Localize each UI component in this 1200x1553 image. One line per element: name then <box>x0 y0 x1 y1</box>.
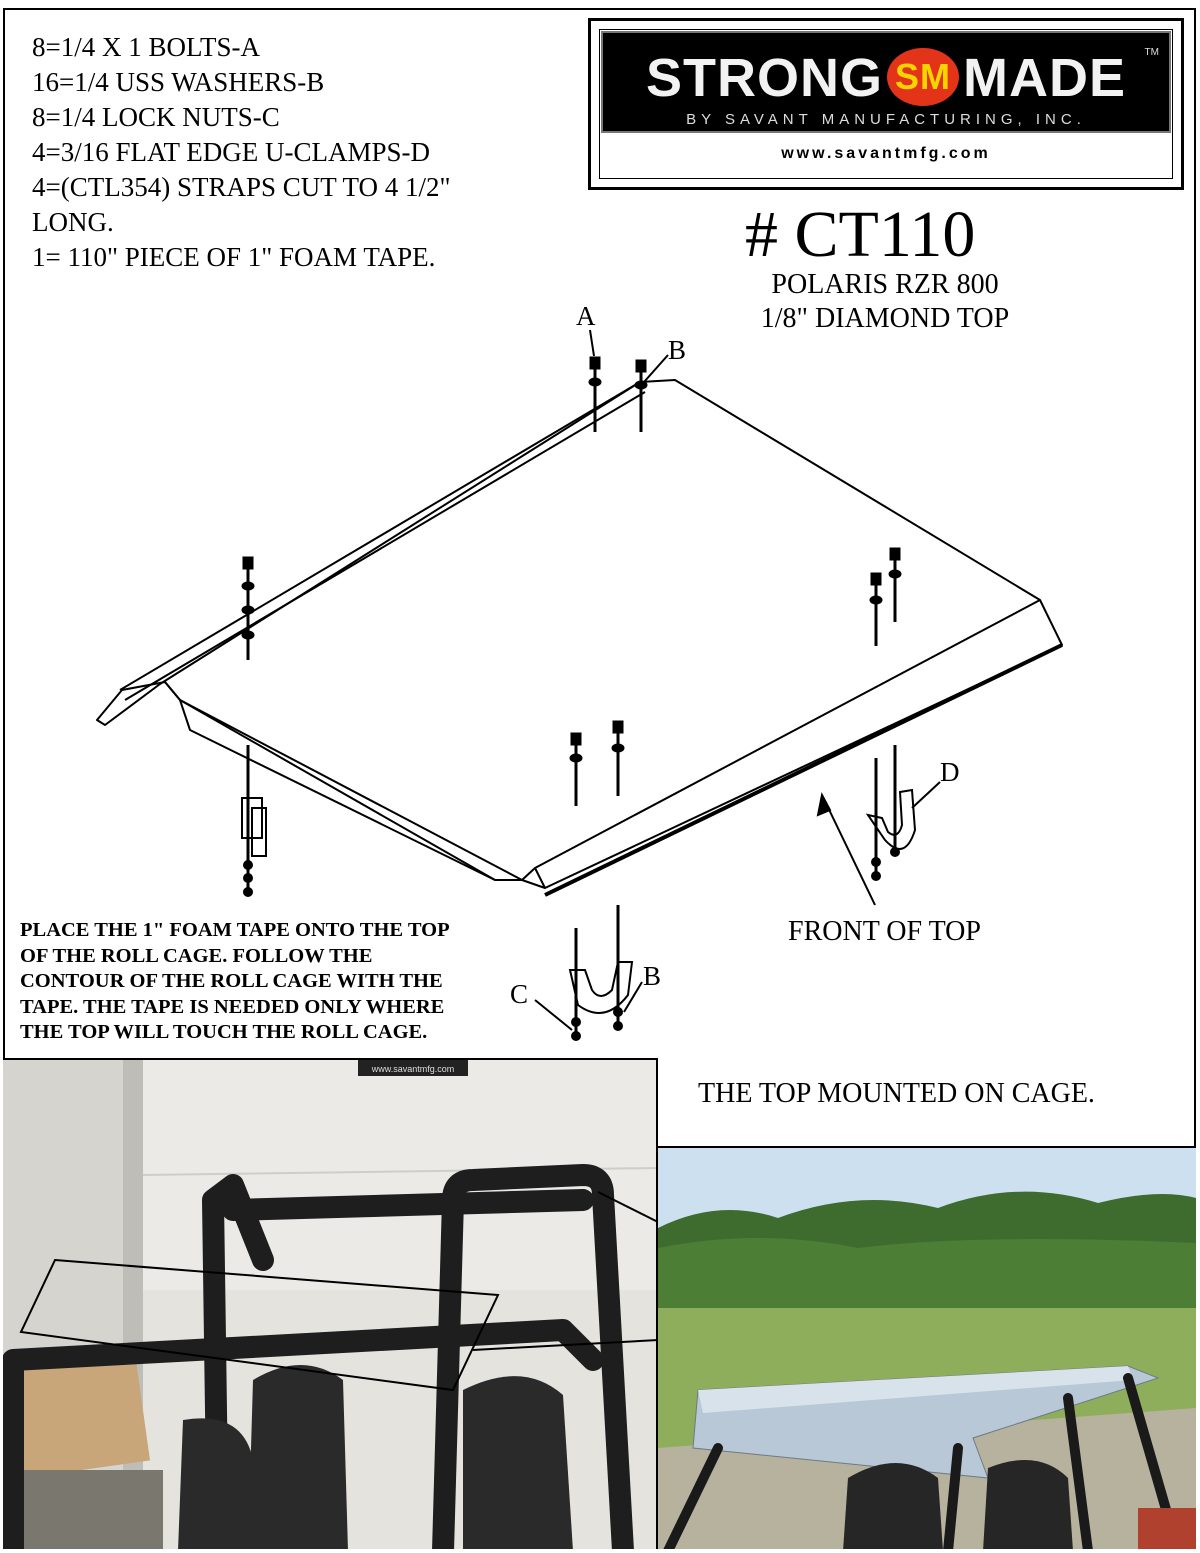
website: www.savantmfg.com <box>781 145 991 162</box>
label-d: D <box>940 757 960 787</box>
trademark: TM <box>1144 47 1159 58</box>
roof-side-edge <box>165 682 535 880</box>
parts-item: LONG. <box>32 207 114 237</box>
logo-byline: BY SAVANT MANUFACTURING, INC. <box>686 111 1086 128</box>
front-of-top-label: FRONT OF TOP <box>788 916 981 947</box>
parts-item: 8=1/4 X 1 BOLTS-A <box>32 32 260 62</box>
parts-item: 4=(CTL354) STRAPS CUT TO 4 1/2" <box>32 172 451 202</box>
mounted-caption: THE TOP MOUNTED ON CAGE. <box>698 1078 1095 1109</box>
brand-mark-icon: SM <box>887 48 959 106</box>
part-number: # CT110 <box>745 198 976 271</box>
bolt-icon <box>243 558 253 660</box>
label-b-bottom: B <box>643 961 662 991</box>
label-a: A <box>576 301 596 331</box>
instruction-line: PLACE THE 1" FOAM TAPE ONTO THE TOP <box>20 919 450 941</box>
mounted-top-photo <box>658 1146 1196 1549</box>
bolt-icon <box>890 549 900 622</box>
parts-item: 16=1/4 USS WASHERS-B <box>32 67 325 97</box>
brand-right: MADE <box>963 48 1126 108</box>
parts-item: 1= 110" PIECE OF 1" FOAM TAPE. <box>32 242 436 272</box>
garage-sign-text: www.savantmfg.com <box>371 1064 455 1074</box>
instruction-line: TAPE. THE TAPE IS NEEDED ONLY WHERE <box>20 995 445 1018</box>
parts-item: 4=3/16 FLAT EDGE U-CLAMPS-D <box>32 137 430 167</box>
vehicle-model: POLARIS RZR 800 <box>771 269 999 300</box>
roll-cage-photo <box>3 1058 658 1549</box>
foam-tape-instructions <box>20 918 450 1046</box>
instruction-line: THE TOP WILL TOUCH THE ROLL CAGE. <box>20 1021 428 1043</box>
instruction-line: CONTOUR OF THE ROLL CAGE WITH THE <box>20 970 443 992</box>
bolt-icon <box>571 734 581 806</box>
label-c: C <box>510 979 529 1009</box>
top-description: 1/8" DIAMOND TOP <box>760 303 1010 334</box>
bolt-icon <box>590 358 600 432</box>
roof-front-fold <box>545 645 1062 895</box>
bolt-icon <box>871 574 881 646</box>
brand-left: STRONG <box>645 48 883 108</box>
u-clamp-front <box>570 905 632 1040</box>
parts-item: 8=1/4 LOCK NUTS-C <box>32 102 280 132</box>
u-clamp-side <box>868 745 915 880</box>
bolt-icon <box>613 722 623 796</box>
roof-rear-lip <box>120 382 645 700</box>
label-b-top: B <box>668 335 687 365</box>
instruction-line: OF THE ROLL CAGE. FOLLOW THE <box>20 944 373 967</box>
strap-clamp-left <box>242 745 266 896</box>
roof-front-edge <box>535 600 1040 888</box>
